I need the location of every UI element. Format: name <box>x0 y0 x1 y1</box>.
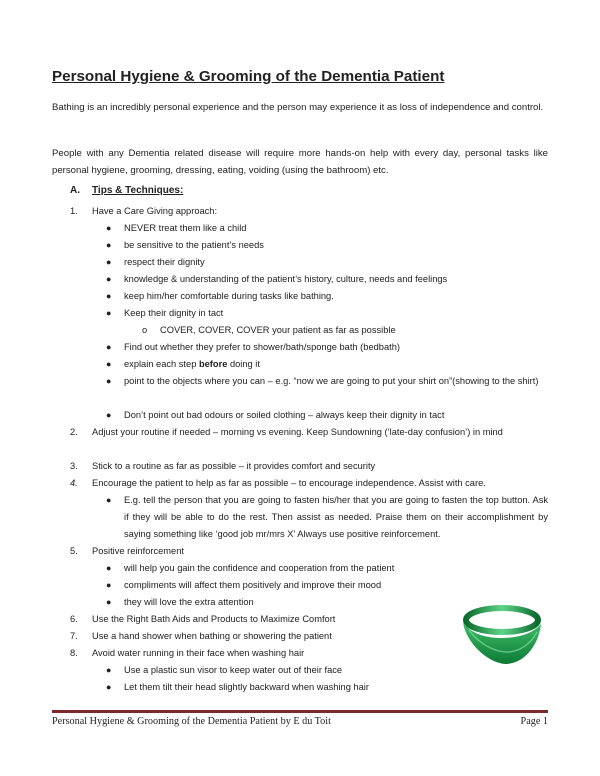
bullet-icon: ● <box>106 376 112 386</box>
list-item: Have a Care Giving approach: <box>92 206 218 216</box>
bullet-item: Find out whether they prefer to shower/bath/sponge bath (bedbath) <box>124 342 400 352</box>
bullet-item: keep him/her comfortable during tasks like bathing. <box>124 291 334 301</box>
list-number: 2. <box>70 427 78 437</box>
bullet-icon: ● <box>106 597 112 607</box>
bullet-item: respect their dignity <box>124 257 205 267</box>
footer-rule <box>52 710 548 713</box>
bullet-icon: ● <box>106 665 112 675</box>
bullet-icon: ● <box>106 682 112 692</box>
bullet-icon: ● <box>106 308 112 318</box>
bullet-text: explain each step <box>124 359 199 369</box>
sub-bullet-marker: o <box>142 325 148 335</box>
bullet-item: knowledge & understanding of the patient’s history, culture, needs and feelings <box>124 274 448 284</box>
bullet-item: Let them tilt their head slightly backward when washing hair <box>124 682 369 692</box>
bullet-icon: ● <box>106 274 112 284</box>
bullet-item: E.g. tell the person that you are going to fasten his/her that you are going to fasten the top button. Ask if they will be able to do the rest. Then assist as needed. Praise them on their accomplishment by saying something like ‘good job mr/mrs X’ Always use positive reinforcement. <box>124 495 548 539</box>
bullet-icon: ● <box>106 223 112 233</box>
bold-word: before <box>198 359 228 369</box>
sub-bullet-item: COVER, COVER, COVER your patient as far as possible <box>160 325 396 335</box>
page-title: Personal Hygiene & Grooming of the Dementia Patient <box>52 68 445 85</box>
bullet-item: Keep their dignity in tact <box>124 308 224 318</box>
list-item: Avoid water running in their face when washing hair <box>92 648 305 658</box>
bullet-item: Use a plastic sun visor to keep water out of their face <box>124 665 343 675</box>
list-item: Encourage the patient to help as far as possible – to encourage independence. Assist with care. <box>92 478 486 488</box>
section-title: Tips & Techniques: <box>92 185 184 196</box>
bullet-icon: ● <box>106 359 112 369</box>
bullet-icon: ● <box>106 291 112 301</box>
bullet-icon: ● <box>106 410 112 420</box>
bullet-item: NEVER treat them like a child <box>124 223 247 233</box>
list-item: Adjust your routine if needed – morning vs evening. Keep Sundowning (‘late-day confusion’) in mind <box>92 427 503 437</box>
intro-paragraph-1: Bathing is an incredibly personal experience and the person may experience it as loss of independence and control. <box>52 102 544 113</box>
bullet-icon: ● <box>106 240 112 250</box>
bullet-icon: ● <box>106 580 112 590</box>
list-item: Positive reinforcement <box>92 546 184 556</box>
page-number: Page 1 <box>520 716 548 727</box>
list-number: 3. <box>70 461 78 471</box>
sun-visor-icon <box>455 600 545 672</box>
bullet-item: Don’t point out bad odours or soiled clothing – always keep their dignity in tact <box>124 410 445 420</box>
bullet-icon: ● <box>106 563 112 573</box>
bullet-icon: ● <box>106 257 112 267</box>
bullet-item: point to the objects where you can – e.g. “now we are going to put your shirt on”(showing to the shirt) <box>124 376 539 386</box>
list-number: 1. <box>70 206 78 216</box>
bullet-icon: ● <box>106 495 112 505</box>
bullet-item: be sensitive to the patient’s needs <box>124 240 264 250</box>
bullet-item <box>124 356 260 373</box>
section-heading <box>70 185 183 196</box>
bullet-item: will help you gain the confidence and cooperation from the patient <box>124 563 395 573</box>
list-number: 5. <box>70 546 78 556</box>
bullet-icon: ● <box>106 342 112 352</box>
list-item: Use a hand shower when bathing or showering the patient <box>92 631 332 641</box>
list-number: 7. <box>70 631 78 641</box>
list-item: Stick to a routine as far as possible – it provides comfort and security <box>92 461 376 471</box>
bullet-item: compliments will affect them positively and improve their mood <box>124 580 382 590</box>
bullet-text: doing it <box>227 359 260 369</box>
list-number: 6. <box>70 614 78 624</box>
list-item: Use the Right Bath Aids and Products to Maximize Comfort <box>92 614 336 624</box>
footer-text: Personal Hygiene & Grooming of the Dementia Patient by E du Toit <box>52 716 331 727</box>
section-label: A. <box>70 185 80 196</box>
intro-paragraph-2: People with any Dementia related disease will require more hands-on help with every day, personal tasks like personal hygiene, grooming, dressing, eating, voiding (using the bathroom) etc. <box>52 148 548 176</box>
list-number: 8. <box>70 648 78 658</box>
list-number: 4. <box>70 478 78 488</box>
bullet-item: they will love the extra attention <box>124 597 254 607</box>
